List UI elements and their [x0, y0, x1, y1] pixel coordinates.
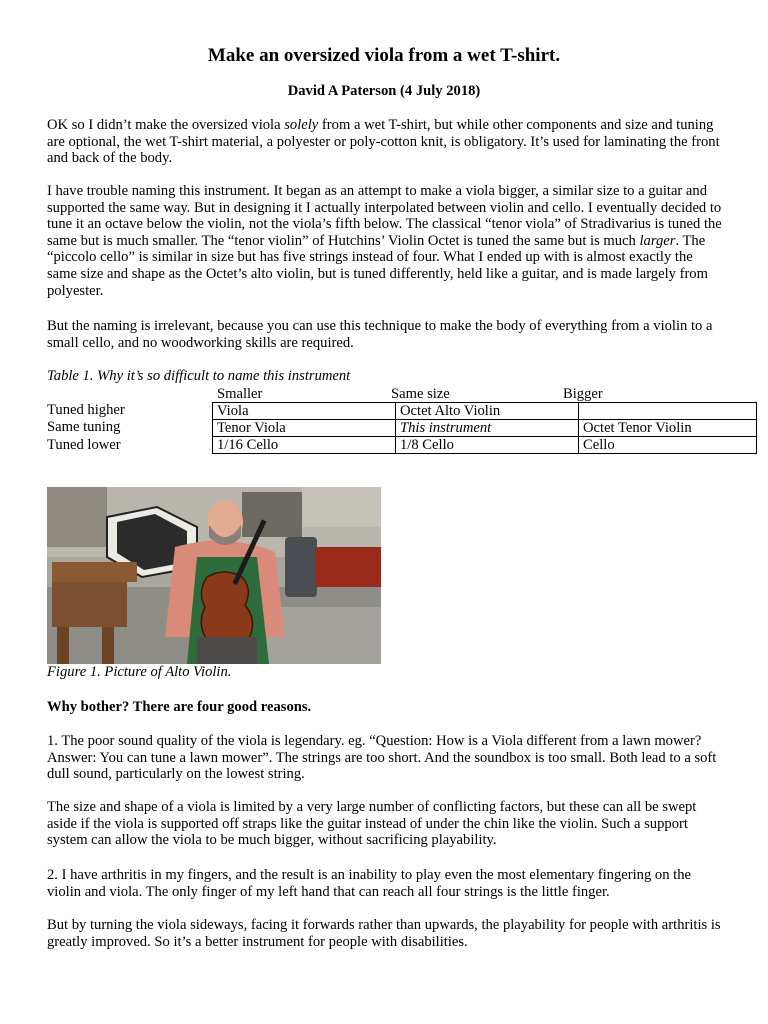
author-line: David A Paterson (4 July 2018): [287, 83, 481, 99]
naming-irrelevant-paragraph: But the naming is irrelevant, because you can use this technique to make the body of everything from a violin to a small cello, and no woodworking skills are required.: [47, 318, 713, 351]
table-cell: Octet Tenor Violin: [579, 420, 757, 437]
table-cell: Octet Alto Violin: [396, 403, 579, 420]
naming-table: [212, 402, 757, 454]
intro-paragraph: [47, 117, 725, 167]
table-row: [213, 420, 757, 437]
section-heading: Why bother? There are four good reasons.: [47, 699, 312, 715]
table-cell: This instrument: [396, 420, 579, 437]
intro-text-c: from a wet T-shirt, but while other components and size and tuning are optional, the wet T-shirt material, a polyester or poly-cotton knit, is obligatory. It’s used for laminating the front and back of the body.: [47, 117, 720, 167]
column-header-smaller: Smaller: [217, 386, 263, 402]
viola-size-paragraph: The size and shape of a viola is limited by a very large number of conflicting factors, but these can all be swept aside if the viola is supported off straps like the guitar instead of under the chin like the violin. Such a support system can allow the viola to be much bigger, without sacrificing playability.: [47, 799, 697, 849]
row-label: Tuned lower: [47, 436, 121, 453]
row-label: Tuned higher: [47, 402, 125, 418]
table-cell: 1/16 Cello: [213, 437, 396, 454]
table-row: [213, 403, 757, 420]
reason-1-paragraph: 1. The poor sound quality of the viola is legendary. eg. “Question: How is a Viola different from a lawn mower? Answer: You can tune a lawn mower”. The strings are too short. And the soundbox is too small. Both lead to a soft dull sound, particularly on the lowest string.: [47, 733, 717, 783]
reason-2-paragraph: 2. I have arthritis in my fingers, and the result is an inability to play even the most elementary fingering on the violin and viola. The only finger of my left hand that can reach all four strings is the little finger.: [47, 867, 691, 900]
document-title: Make an oversized viola from a wet T-shirt.: [207, 45, 561, 66]
table-cell: Tenor Viola: [213, 420, 396, 437]
column-header-same-size: Same size: [391, 386, 450, 402]
naming-text-a: I have trouble naming this instrument. It began as an attempt to make a viola bigger, a similar size to a guitar and supported the same way. But in designing it I actually interpolated between violin and cello. I eventually decided to tune it an octave below the violin, not the viola’s fifth below. The classical “tenor viola” of Stradivarius is tuned the same but is much smaller. The “tenor violin” of Hutchins’ Violin Octet is tuned the same but is much: [47, 183, 722, 249]
naming-paragraph: [47, 183, 725, 299]
row-label: Same tuning: [47, 419, 121, 436]
table-caption: Table 1. Why it’s so difficult to name this instrument: [47, 368, 351, 384]
intro-emphasis: solely: [284, 117, 319, 133]
table-column-headers: [0, 386, 768, 403]
table-row: [213, 437, 757, 454]
arthritis-paragraph: But by turning the viola sideways, facing it forwards rather than upwards, the playability for people with arthritis is greatly improved. So it’s a better instrument for people with disabilities.: [47, 917, 721, 950]
naming-emphasis: larger: [639, 232, 676, 249]
intro-text-a: OK so I didn’t make the oversized viola: [47, 117, 285, 133]
table-cell: 1/8 Cello: [396, 437, 579, 454]
table-cell: [579, 403, 757, 420]
table-cell: Cello: [579, 437, 757, 454]
table-row-labels: [47, 402, 125, 454]
naming-text-c: . The “piccolo cello” is similar in size but has five strings instead of four. What I ended up with is almost exactly the same size and shape as the Octet’s alto violin, but is tuned differently, held like a guitar, and is made largely from polyester.: [47, 232, 708, 299]
column-header-bigger: Bigger: [563, 386, 603, 402]
table-cell: Viola: [213, 403, 396, 420]
alto-violin-photo: [47, 487, 381, 664]
figure-caption: Figure 1. Picture of Alto Violin.: [47, 664, 232, 680]
